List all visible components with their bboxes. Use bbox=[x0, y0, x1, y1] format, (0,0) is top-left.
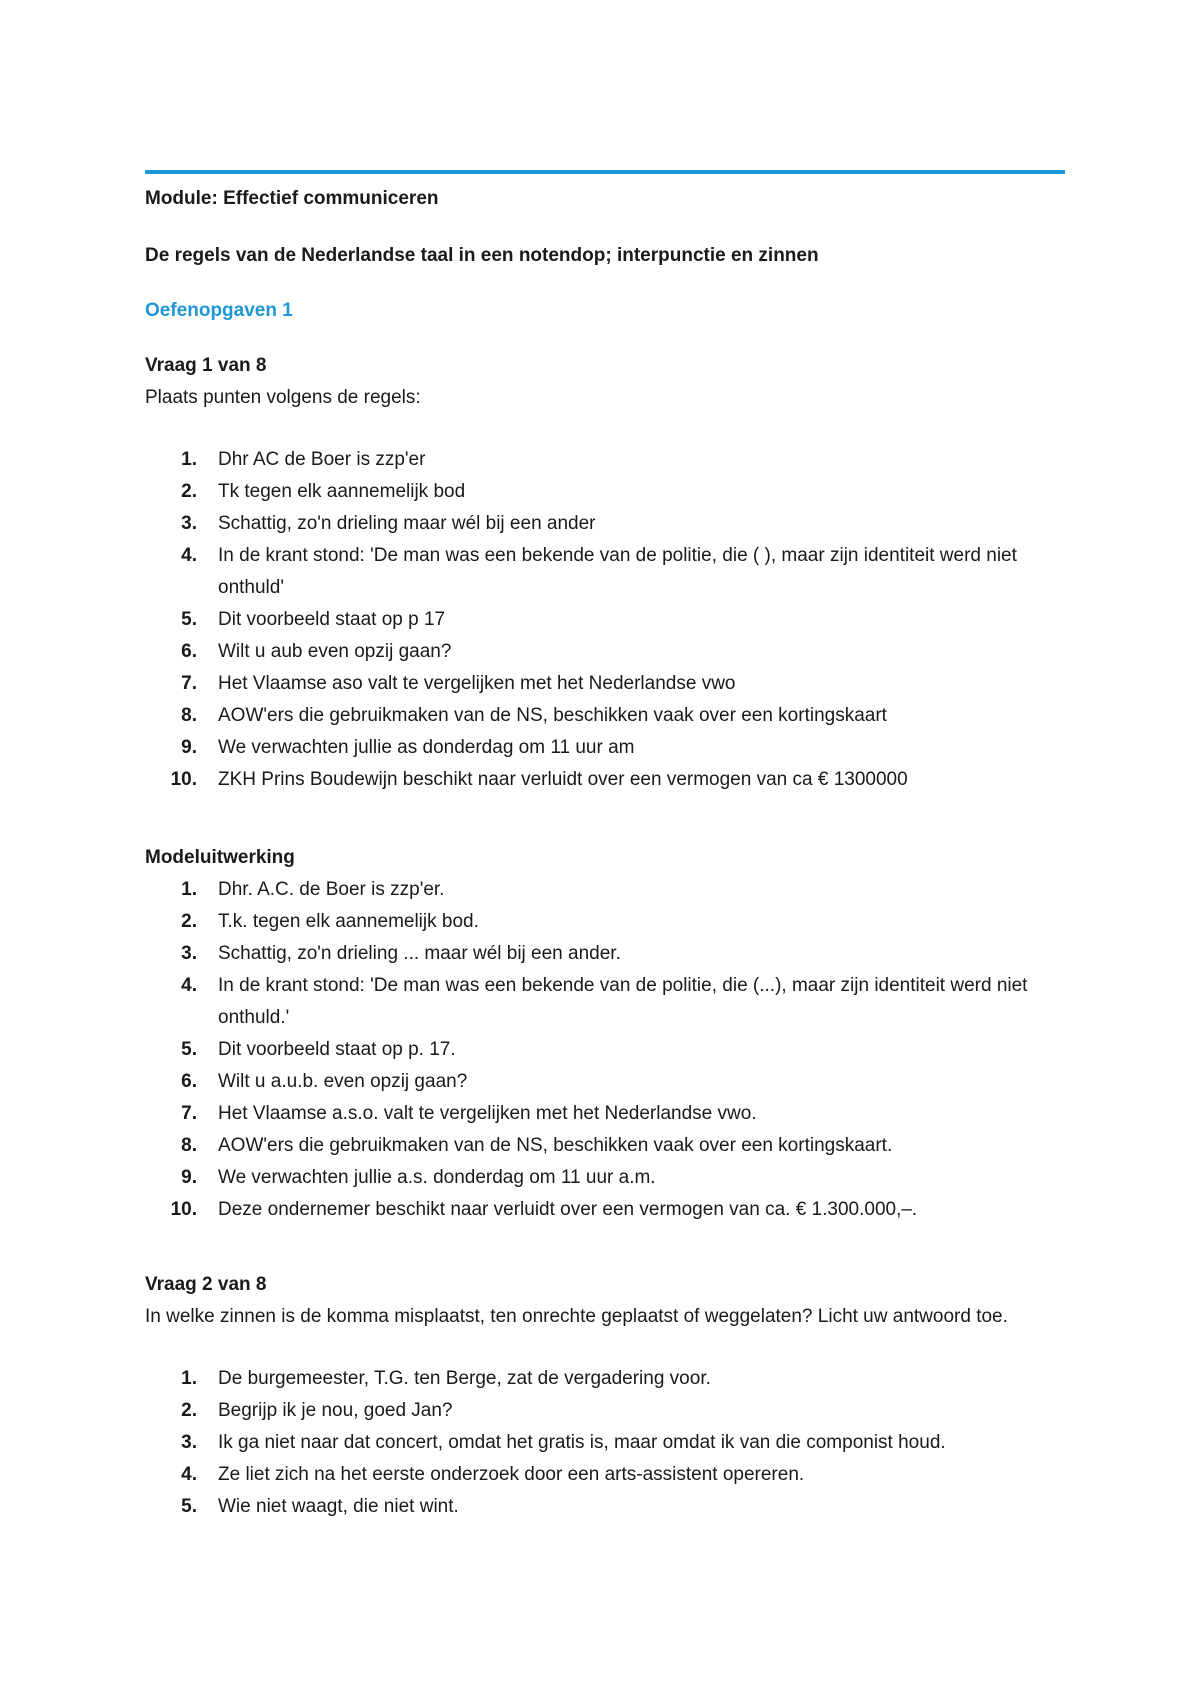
model-answer bbox=[145, 846, 1065, 1226]
header-rule bbox=[145, 170, 1065, 174]
list-item-number: 1. bbox=[181, 1368, 197, 1389]
list-item bbox=[145, 540, 1065, 604]
list-item-text: Wilt u aub even opzij gaan? bbox=[218, 641, 452, 662]
question-2-list bbox=[145, 1363, 1065, 1523]
list-item-number: 5. bbox=[181, 609, 197, 630]
list-item-text: Ik ga niet naar dat concert, omdat het gratis is, maar omdat ik van die componist houd. bbox=[218, 1432, 946, 1453]
list-item bbox=[145, 938, 1065, 970]
list-item-text: Wie niet waagt, die niet wint. bbox=[218, 1496, 459, 1517]
list-item-text: T.k. tegen elk aannemelijk bod. bbox=[218, 911, 479, 932]
list-item-text: Schattig, zo'n drieling ... maar wél bij een ander. bbox=[218, 943, 621, 964]
list-item bbox=[145, 476, 1065, 508]
list-item-text: Wilt u a.u.b. even opzij gaan? bbox=[218, 1071, 468, 1092]
list-item bbox=[145, 668, 1065, 700]
list-item bbox=[145, 1459, 1065, 1491]
module-title: Module: Effectief communiceren bbox=[145, 188, 439, 209]
list-item bbox=[145, 1395, 1065, 1427]
list-item bbox=[145, 1098, 1065, 1130]
question-1-heading: Vraag 1 van 8 bbox=[145, 355, 267, 376]
list-item-text: We verwachten jullie a.s. donderdag om 11 uur a.m. bbox=[218, 1167, 656, 1188]
exercise-heading: Oefenopgaven 1 bbox=[145, 300, 293, 321]
list-item-number: 9. bbox=[181, 1167, 197, 1188]
list-item-text: AOW'ers die gebruikmaken van de NS, beschikken vaak over een kortingskaart bbox=[218, 705, 887, 726]
list-item bbox=[145, 1194, 1065, 1226]
list-item-number: 3. bbox=[181, 513, 197, 534]
list-item bbox=[145, 764, 1065, 796]
list-item-text: Dhr AC de Boer is zzp'er bbox=[218, 449, 426, 470]
list-item bbox=[145, 1130, 1065, 1162]
list-item-text: De burgemeester, T.G. ten Berge, zat de vergadering voor. bbox=[218, 1368, 711, 1389]
list-item-number: 1. bbox=[181, 879, 197, 900]
list-item bbox=[145, 732, 1065, 764]
list-item bbox=[145, 508, 1065, 540]
list-item-text: Dhr. A.C. de Boer is zzp'er. bbox=[218, 879, 445, 900]
list-item-number: 3. bbox=[181, 1432, 197, 1453]
list-item-number: 4. bbox=[181, 975, 197, 996]
list-item-number: 8. bbox=[181, 705, 197, 726]
list-item-number: 10. bbox=[170, 769, 197, 790]
exercise-heading-block bbox=[145, 300, 1065, 322]
question-2-instruction: In welke zinnen is de komma misplaatst, ten onrechte geplaatst of weggelaten? Licht uw antwoord toe. bbox=[145, 1306, 1008, 1327]
list-item bbox=[145, 604, 1065, 636]
list-item-text: Het Vlaamse a.s.o. valt te vergelijken met het Nederlandse vwo. bbox=[218, 1103, 757, 1124]
list-item bbox=[145, 636, 1065, 668]
list-item-text: ZKH Prins Boudewijn beschikt naar verluidt over een vermogen van ca € 1300000 bbox=[218, 769, 908, 790]
list-item-text: In de krant stond: 'De man was een bekende van de politie, die (...), maar zijn identiteit werd niet onthuld.' bbox=[218, 975, 1028, 1028]
model-answer-list bbox=[145, 874, 1065, 1226]
list-item bbox=[145, 1363, 1065, 1395]
list-item-number: 9. bbox=[181, 737, 197, 758]
question-2-heading: Vraag 2 van 8 bbox=[145, 1274, 267, 1295]
list-item-number: 6. bbox=[181, 641, 197, 662]
list-item bbox=[145, 1427, 1065, 1459]
document-subtitle: De regels van de Nederlandse taal in een notendop; interpunctie en zinnen bbox=[145, 245, 819, 266]
list-item bbox=[145, 1491, 1065, 1523]
list-item-text: Dit voorbeeld staat op p 17 bbox=[218, 609, 446, 630]
list-item-number: 7. bbox=[181, 673, 197, 694]
list-item bbox=[145, 970, 1065, 1034]
list-item-number: 7. bbox=[181, 1103, 197, 1124]
list-item-text: We verwachten jullie as donderdag om 11 uur am bbox=[218, 737, 635, 758]
list-item-text: Tk tegen elk aannemelijk bod bbox=[218, 481, 466, 502]
list-item-number: 3. bbox=[181, 943, 197, 964]
list-item-number: 4. bbox=[181, 545, 197, 566]
list-item bbox=[145, 906, 1065, 938]
list-item-text: AOW'ers die gebruikmaken van de NS, beschikken vaak over een kortingskaart. bbox=[218, 1135, 893, 1156]
list-item-number: 8. bbox=[181, 1135, 197, 1156]
question-1-instruction: Plaats punten volgens de regels: bbox=[145, 387, 421, 408]
list-item-number: 6. bbox=[181, 1071, 197, 1092]
list-item-number: 10. bbox=[170, 1199, 197, 1220]
list-item-text: Schattig, zo'n drieling maar wél bij een ander bbox=[218, 513, 596, 534]
list-item bbox=[145, 444, 1065, 476]
list-item-number: 5. bbox=[181, 1039, 197, 1060]
question-1 bbox=[145, 354, 1065, 796]
list-item-text: Ze liet zich na het eerste onderzoek door een arts-assistent opereren. bbox=[218, 1464, 805, 1485]
list-item-number: 5. bbox=[181, 1496, 197, 1517]
subtitle-block bbox=[145, 244, 1065, 268]
list-item-number: 4. bbox=[181, 1464, 197, 1485]
list-item bbox=[145, 700, 1065, 732]
list-item-number: 2. bbox=[181, 1400, 197, 1421]
list-item-text: Begrijp ik je nou, goed Jan? bbox=[218, 1400, 453, 1421]
list-item bbox=[145, 1034, 1065, 1066]
list-item-text: Dit voorbeeld staat op p. 17. bbox=[218, 1039, 456, 1060]
list-item bbox=[145, 1066, 1065, 1098]
list-item-number: 2. bbox=[181, 911, 197, 932]
module-title-block bbox=[145, 187, 1065, 211]
list-item-number: 1. bbox=[181, 449, 197, 470]
list-item bbox=[145, 874, 1065, 906]
list-item bbox=[145, 1162, 1065, 1194]
list-item-text: Het Vlaamse aso valt te vergelijken met het Nederlandse vwo bbox=[218, 673, 736, 694]
list-item-number: 2. bbox=[181, 481, 197, 502]
question-1-list bbox=[145, 444, 1065, 796]
model-answer-heading: Modeluitwerking bbox=[145, 847, 295, 868]
list-item-text: In de krant stond: 'De man was een bekende van de politie, die ( ), maar zijn identiteit werd niet onthuld' bbox=[218, 545, 1017, 598]
list-item-text: Deze ondernemer beschikt naar verluidt over een vermogen van ca. € 1.300.000,–. bbox=[218, 1199, 918, 1220]
question-2 bbox=[145, 1273, 1065, 1523]
